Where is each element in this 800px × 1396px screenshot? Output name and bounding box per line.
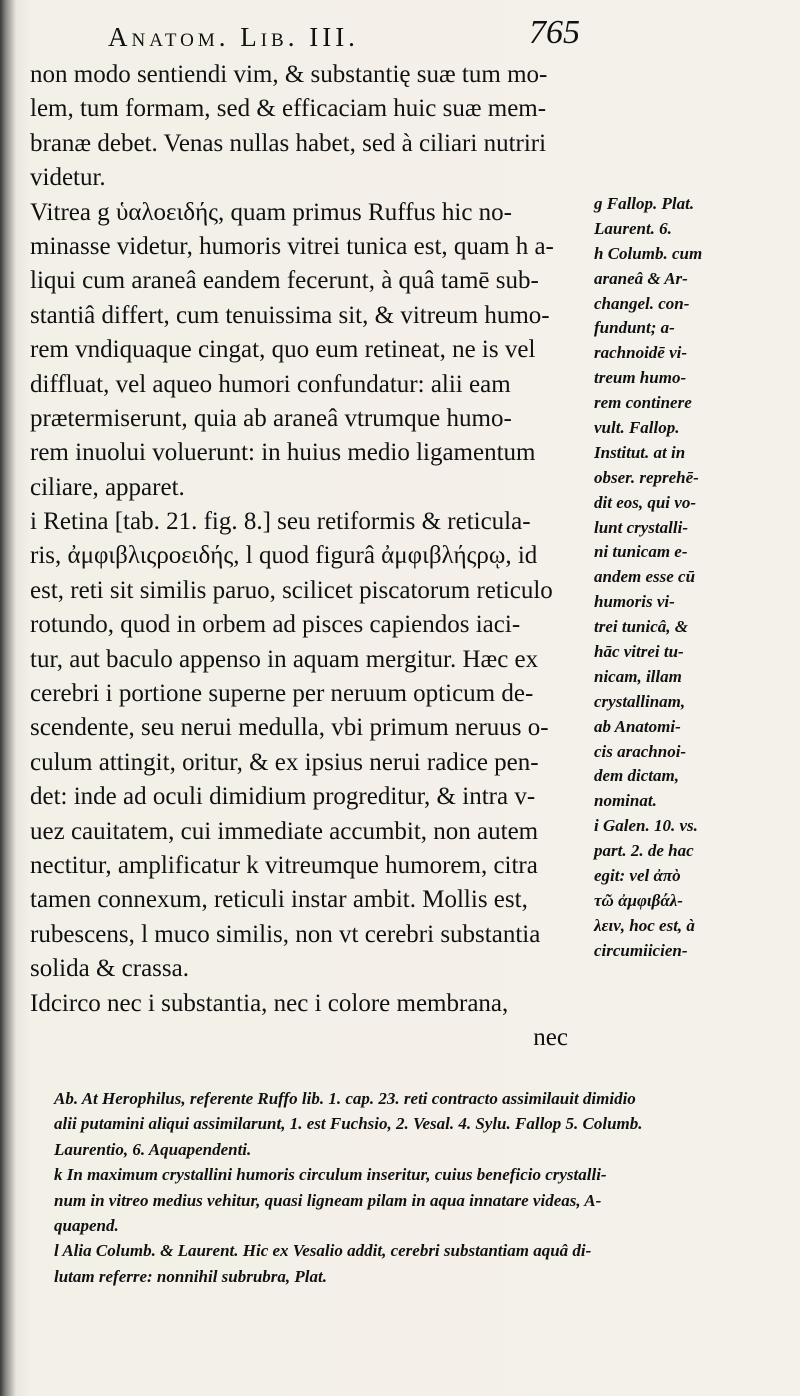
body-line: tamen connexum, reticuli instar ambit. Mollis est, <box>30 886 528 914</box>
margin-note-line: dit eos, qui vo- <box>594 492 696 512</box>
footnote-line: Laurentio, 6. Aquapendenti. <box>54 1139 252 1159</box>
body-line: stantiâ differt, cum tenuissima sit, & vitreum humo- <box>30 301 550 329</box>
body-line: diffluat, vel aqueo humori confundatur: alii eam <box>30 370 511 398</box>
body-line: prætermiserunt, quia ab araneâ vtrumque humo- <box>30 404 512 432</box>
margin-note-line: vult. Fallop. <box>594 418 680 438</box>
margin-note-line: λειν, hoc est, à <box>594 915 695 935</box>
body-line: nectitur, amplificatur k vitreumque humorem, citra <box>30 851 538 879</box>
footnotes <box>54 1086 774 1289</box>
body-line: culum attingit, oritur, & ex ipsius nerui radice pen- <box>30 748 539 776</box>
margin-note-line: egit: vel ἀπὸ <box>594 866 681 886</box>
margin-note-line: trei tunicâ, & <box>594 617 688 637</box>
footnote-line: l Alia Columb. & Laurent. Hic ex Vesalio addit, cerebri substantiam aquâ di- <box>54 1241 592 1261</box>
running-head: Anatom. Lib. III. <box>108 22 359 52</box>
body-line: est, reti sit similis paruo, scilicet piscatorum reticulo <box>30 576 553 604</box>
body-line: rubescens, l muco similis, non vt cerebri substantia <box>30 920 541 948</box>
margin-note-line: changel. con- <box>594 293 690 313</box>
footnote-line: lutam referre: nonnihil subrubra, Plat. <box>54 1266 328 1286</box>
body-line: cerebri i portione superne per neruum opticum de- <box>30 680 534 708</box>
body-line: lem, tum formam, sed & efficaciam huic suæ mem- <box>30 95 547 123</box>
margin-note-line: araneâ & Ar- <box>594 268 688 288</box>
margin-note-line: h Columb. cum <box>594 243 703 263</box>
body-line: rem vndiquaque cingat, quo eum retineat, ne is vel <box>30 336 536 364</box>
body-line: nec <box>533 1023 568 1051</box>
body-line: branæ debet. Venas nullas habet, sed à ciliari nutriri <box>30 129 547 157</box>
body-line: non modo sentiendi vim, & substantię suæ tum mo- <box>30 61 548 88</box>
body-line: minasse videtur, humoris vitrei tunica est, quam h a- <box>30 232 554 260</box>
margin-note-line: cis arachnoi- <box>594 741 687 761</box>
body-line: det: inde ad oculi dimidium progreditur, & intra v- <box>30 783 536 811</box>
margin-note-line: andem esse cū <box>594 567 696 587</box>
margin-note-line: nominat. <box>594 791 657 811</box>
body-line: Vitrea g ὑαλοειδής, quam primus Ruffus hic no- <box>30 198 512 226</box>
body-line: solida & crassa. <box>30 955 189 983</box>
margin-note-line: crystallinam, <box>594 691 686 711</box>
margin-note-line: rem continere <box>594 393 692 413</box>
footnote-line: quapend. <box>54 1215 119 1235</box>
body-line: uez cauitatem, cui immediate accumbit, non autem <box>30 817 539 845</box>
margin-note-line: nicam, illam <box>594 666 682 686</box>
margin-note-line: Laurent. 6. <box>594 218 672 238</box>
margin-note-line: i Galen. 10. vs. <box>594 816 698 836</box>
margin-note-line: ni tunicam e- <box>594 542 688 562</box>
body-line: tur, aut baculo appenso in aquam mergitur. Hæc ex <box>30 645 539 673</box>
body-line: scendente, seu nerui medulla, vbi primum neruus o- <box>30 714 549 742</box>
page-header <box>100 8 580 56</box>
body-line: liqui cum araneâ eandem fecerunt, à quâ tamē sub- <box>30 267 539 295</box>
margin-note-line: dem dictam, <box>594 766 679 786</box>
margin-note-line: τῶ ἀμφιβάλ- <box>594 890 683 910</box>
footnote-line: alii putamini aliqui assimilarunt, 1. est Fuchsio, 2. Vesal. 4. Sylu. Fallop 5. Columb. <box>54 1114 643 1134</box>
margin-note-line: obser. reprehē- <box>594 467 699 487</box>
body-line: rem inuolui voluerunt: in huius medio ligamentum <box>30 439 536 467</box>
margin-note-line: Institut. at in <box>594 442 686 462</box>
margin-note-line: fundunt; a- <box>594 318 675 338</box>
marginal-notes <box>594 192 774 964</box>
margin-note-line: rachnoidē vi- <box>594 343 688 363</box>
margin-note-line: ab Anatomi- <box>594 716 681 736</box>
margin-note-line: lunt crystalli- <box>594 517 688 537</box>
body-line: i Retina [tab. 21. fig. 8.] seu retiformis & reticula- <box>30 508 531 536</box>
body-line: rotundo, quod in orbem ad pisces capiendos iaci- <box>30 611 521 639</box>
body-line: ris, ἀμφιβλιςροειδής, l quod figurâ ἀμφιβλήςρῳ, id <box>30 542 538 570</box>
body-line: Idcirco nec i substantia, nec i colore membrana, <box>30 989 509 1017</box>
margin-note-line: g Fallop. Plat. <box>594 194 695 213</box>
footnote-line: k In maximum crystallini humoris circulum inseritur, cuius beneficio crystalli- <box>54 1165 607 1185</box>
margin-note-line: hāc vitrei tu- <box>594 642 684 662</box>
footnote-line: Ab. At Herophilus, referente Ruffo lib. 1. cap. 23. reti contracto assimilauit dimidio <box>54 1089 636 1108</box>
footnote-line: num in vitreo medius vehitur, quasi ligneam pilam in aqua innatare videas, A- <box>54 1190 602 1210</box>
main-text-column <box>30 58 590 1055</box>
page-number: 765 <box>529 14 580 51</box>
body-line: ciliare, apparet. <box>30 473 185 501</box>
margin-note-line: humoris vi- <box>594 592 675 612</box>
margin-note-line: circumiicien- <box>594 940 688 960</box>
body-line: videtur. <box>30 164 106 192</box>
margin-note-line: part. 2. de hac <box>594 841 694 861</box>
margin-note-line: treum humo- <box>594 368 687 388</box>
